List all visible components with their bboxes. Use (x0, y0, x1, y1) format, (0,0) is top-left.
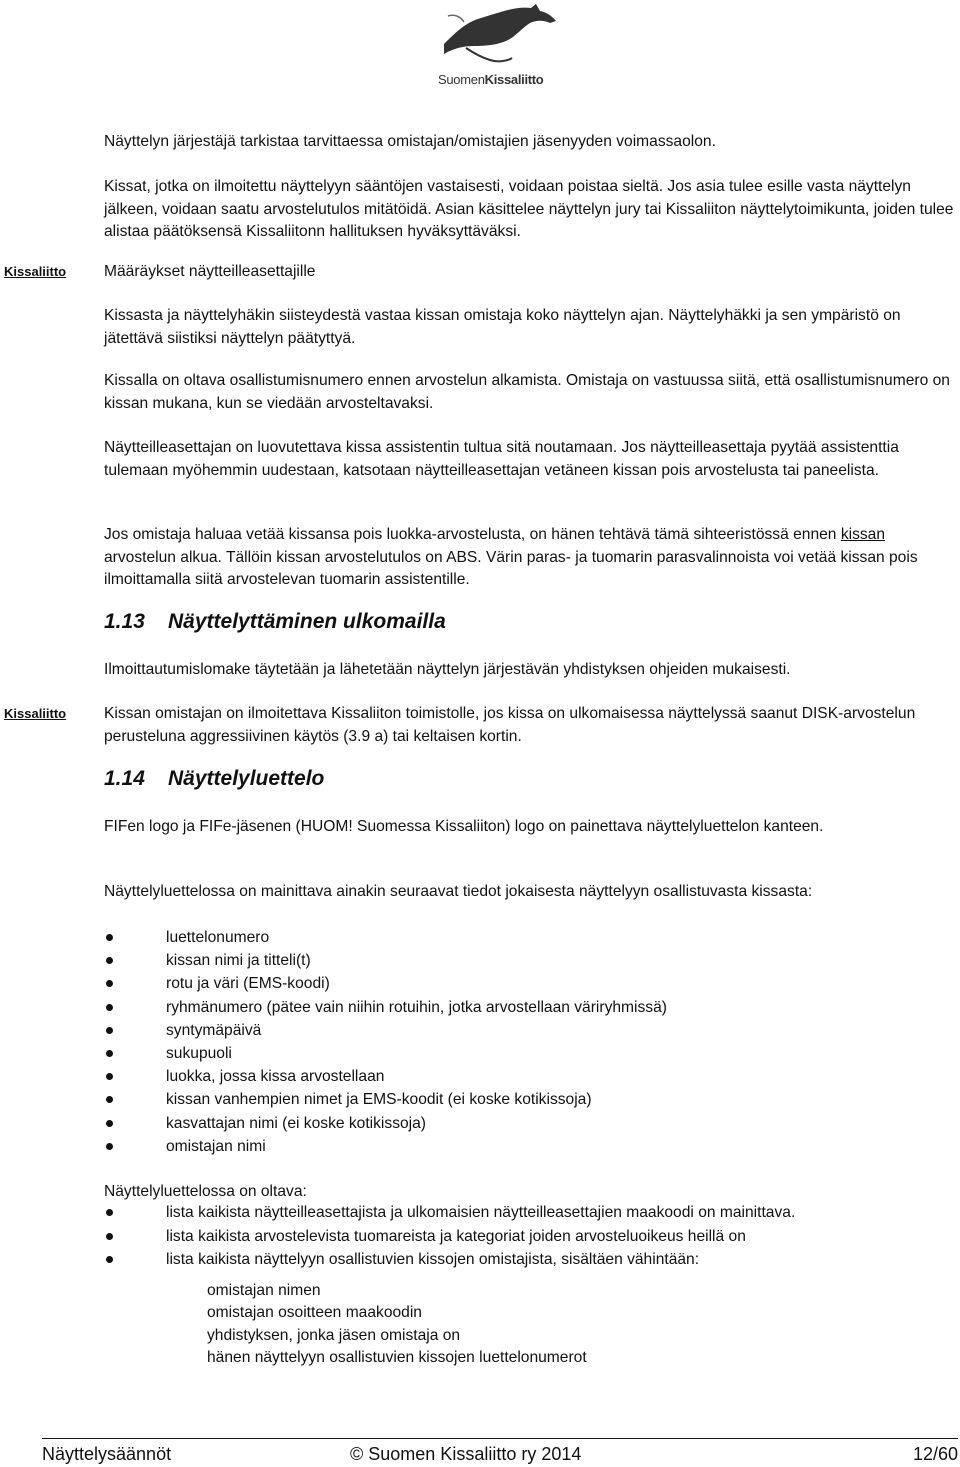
list-item: rotu ja väri (EMS-koodi) (104, 972, 954, 995)
heading-1-13: 1.13 Näyttelyttäminen ulkomailla (104, 610, 446, 633)
logo-text: SuomenKissaliitto (438, 72, 544, 87)
paragraph-cleanliness: Kissasta ja näyttelyhäkin siisteydestä vastaa kissan omistaja koko näyttelyn ajan. Näyttelyhäkki ja sen ympäristö on jätettävä siistiksi näyttelyn päätyttyä. (104, 307, 901, 347)
paragraph-registration-form: Ilmoittautumislomake täytetään ja lähetetään näyttelyn järjestävän yhdistyksen ohjeiden mukaisesti. (104, 661, 791, 678)
footer-doc-title: Näyttelysäännöt (42, 1444, 172, 1464)
list-item: kissan nimi ja titteli(t) (104, 949, 954, 972)
list-item: lista kaikista näyttelyyn osallistuvien kissojen omistajista, sisältäen vähintään: (104, 1248, 954, 1272)
paragraph-assistant: Näytteilleasettajan on luovutettava kissa assistentin tultua sitä noutamaan. Jos näytteilleasettaja pyytää assistenttia tulemaan myöhemmin uudestaan, katsotaan näytteilleasettajan vetäneen kissan pois arvostelusta tai paneelista. (104, 439, 899, 479)
paragraph-membership: Näyttelyn järjestäjä tarkistaa tarvittaessa omistajan/omistajien jäsenyyden voimassaolon. (104, 133, 716, 150)
side-label: Kissaliitto (4, 264, 67, 279)
list-item: syntymäpäivä (104, 1019, 954, 1042)
list-item: lista kaikista näytteilleasettajista ja ulkomaisien näytteilleasettajien maakoodi on mainittava. (104, 1201, 954, 1225)
list-item: yhdistyksen, jonka jäsen omistaja on (207, 1326, 461, 1344)
list-item: lista kaikista arvostelevista tuomareista ja kategoriat joiden arvosteluoikeus heillä on (104, 1225, 954, 1249)
kissaliitto-logo (436, 2, 566, 92)
cat-silhouette-icon (436, 2, 566, 72)
catalog-must-list (104, 1201, 954, 1272)
owner-info-sublist (207, 1280, 587, 1370)
paragraph-removal: Kissat, jotka on ilmoitettu näyttelyyn sääntöjen vastaisesti, voidaan poistaa sieltä. Jos asia tulee esille vasta näyttelyn jälkeen, voidaan saatu arvostelutulos mitätöidä. Asian käsittelee näyttelyn jury tai Kissaliiton näyttelytoimikunta, joiden tulee alistaa päätöksensä Kissaliitonn hallituksen hyväksyttäväksi. (104, 178, 954, 241)
list-item: kasvattajan nimi (ei koske kotikissoja) (104, 1112, 954, 1135)
list-item: luokka, jossa kissa arvostellaan (104, 1065, 954, 1088)
paragraph-catalog-info: Näyttelyluettelossa on mainittava ainakin seuraavat tiedot jokaisesta näyttelyyn osallistuvasta kissasta: (104, 883, 813, 900)
list-item: omistajan osoitteen maakoodin (207, 1304, 422, 1322)
paragraph-entry-number: Kissalla on oltava osallistumisnumero ennen arvostelun alkamista. Omistaja on vastuussa siitä, että osallistumisnumero on kissan mukana, kun se viedään arvosteltavaksi. (104, 372, 950, 412)
heading-1-14: 1.14 Näyttelyluettelo (104, 767, 325, 790)
section-title: Määräykset näytteilleasettajille (104, 263, 316, 280)
footer-copyright: © Suomen Kissaliitto ry 2014 (350, 1444, 582, 1464)
paragraph-logo: FIFen logo ja FIFe-jäsenen (HUOM! Suomessa Kissaliiton) logo on painettava näyttelyluettelon kanteen. (104, 818, 824, 835)
side-label: Kissaliitto (4, 706, 67, 721)
paragraph-catalog-must: Näyttelyluettelossa on oltava: (104, 1183, 307, 1200)
list-item: omistajan nimi (104, 1135, 954, 1158)
list-item: luettelonumero (104, 926, 954, 949)
list-item: ryhmänumero (pätee vain niihin rotuihin, jotka arvostellaan väriryhmissä) (104, 996, 954, 1019)
catalog-info-list (104, 926, 954, 1158)
list-item: omistajan nimen (207, 1282, 321, 1299)
footer-rule (42, 1438, 958, 1439)
paragraph-disk: Kissan omistajan on ilmoitettava Kissaliiton toimistolle, jos kissa on ulkomaisessa näyttelyssä saanut DISK-arvostelun perusteluna aggressiivinen käytös (3.9 a) tai keltaisen kortin. (104, 705, 916, 745)
list-item: kissan vanhempien nimet ja EMS-koodit (ei koske kotikissoja) (104, 1088, 954, 1111)
list-item: hänen näyttelyyn osallistuvien kissojen luettelonumerot (207, 1349, 587, 1367)
footer-page-number: 12/60 (912, 1444, 958, 1464)
list-item: sukupuoli (104, 1042, 954, 1065)
paragraph-withdrawal: Jos omistaja haluaa vetää kissansa pois luokka-arvostelusta, on hänen tehtävä tämä sihteeristössä ennen kissan arvostelun alkua. Tällöin kissan arvostelutulos on ABS. Värin paras- ja tuomarin parasvalinnoista voi vetää kissan pois ilmoittamalla siitä arvostelevan tuomarin assistentille. (104, 526, 918, 589)
